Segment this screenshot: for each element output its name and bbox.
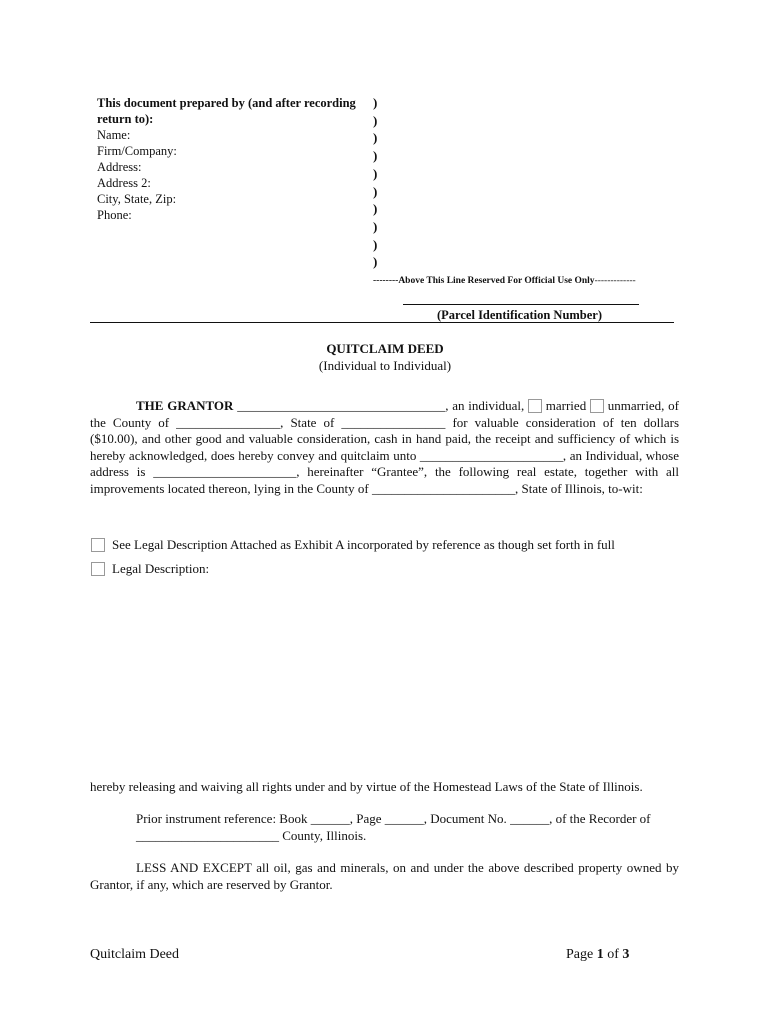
- legal-description-checkbox[interactable]: [91, 562, 105, 576]
- document-number-blank[interactable]: ______: [510, 811, 550, 826]
- grantor-name-blank[interactable]: ________________________________: [237, 398, 446, 413]
- paren: ): [373, 95, 378, 110]
- document-title: QUITCLAIM DEED: [326, 341, 444, 356]
- grantee-text: , hereinafter “Grantee”, the following real estate, together with all improvements located thereon, lying in the County of: [90, 464, 679, 496]
- less-and-except-paragraph: [90, 860, 679, 893]
- married-checkbox[interactable]: [528, 399, 542, 413]
- paren: ): [373, 148, 378, 164]
- footer-page-number: [566, 947, 629, 963]
- paren: ): [373, 112, 378, 128]
- of-word: of: [607, 947, 619, 962]
- prior-page-text: , Page: [349, 811, 382, 826]
- page-blank[interactable]: ______: [384, 811, 424, 826]
- header-divider: [90, 322, 674, 323]
- paren: ): [373, 183, 378, 199]
- official-use-text: Above This Line Reserved For Official Use Only: [398, 276, 595, 286]
- preparer-field-address: Address:: [97, 160, 142, 174]
- prior-document-text: , Document No.: [423, 811, 507, 826]
- county-blank[interactable]: ________________: [176, 414, 281, 430]
- prior-county-text: County, Illinois.: [282, 827, 367, 843]
- preparer-heading: This document prepared by (and after recording return to):: [97, 96, 356, 126]
- prior-recorder-text: , of the Recorder of: [549, 811, 651, 826]
- preparer-field-address2: Address 2:: [97, 176, 151, 190]
- paren: ): [373, 165, 378, 181]
- dashes-right: -------------: [594, 276, 636, 286]
- preparer-field-firm: Firm/Company:: [97, 144, 177, 158]
- homestead-clause: hereby releasing and waiving all rights under and by virtue of the Homestead Laws of the State of Illinois.: [90, 779, 643, 794]
- paren: ): [373, 236, 378, 252]
- grantor-lead: THE GRANTOR: [136, 398, 234, 413]
- book-blank[interactable]: ______: [310, 811, 350, 826]
- grantor-paragraph: [90, 398, 679, 497]
- dashes-left: --------: [373, 276, 399, 286]
- married-label: married: [545, 398, 587, 413]
- preparer-field-city-state-zip: City, State, Zip:: [97, 192, 177, 206]
- county-text: unmarried, of the County of: [90, 398, 679, 430]
- total-pages: 3: [622, 947, 630, 962]
- address-blank[interactable]: ______________________: [153, 464, 297, 479]
- document-subtitle: (Individual to Individual): [318, 358, 452, 373]
- state-blank[interactable]: ________________: [341, 414, 446, 430]
- prior-instrument-paragraph: [136, 811, 681, 844]
- property-county-blank[interactable]: ______________________: [371, 480, 515, 496]
- parcel-number-label: (Parcel Identification Number): [437, 308, 603, 322]
- current-page: 1: [596, 947, 604, 962]
- less-and-except-text: LESS AND EXCEPT all oil, gas and minerals, on and under the above described property owned by Grantor, if any, which are reserved by Grantor.: [90, 860, 679, 892]
- option-legal-description: [91, 561, 209, 577]
- preparer-field-phone: Phone:: [97, 208, 132, 222]
- paren: ): [373, 218, 378, 234]
- paren: ): [373, 254, 378, 270]
- address-text: , an Individual, whose address is: [90, 447, 680, 479]
- footer-title: Quitclaim Deed: [90, 947, 180, 962]
- grantee-blank[interactable]: ______________________: [419, 447, 563, 463]
- option-exhibit: [91, 537, 615, 553]
- preparer-block: [97, 95, 372, 223]
- to-wit-text: , State of Illinois, to-wit:: [514, 480, 643, 496]
- recorder-county-blank[interactable]: ______________________: [136, 827, 279, 843]
- exhibit-checkbox[interactable]: [91, 538, 105, 552]
- legal-description-label: Legal Description:: [112, 561, 210, 576]
- consideration-text: for valuable consideration of ten dollars ($10.00), and other good and valuable consideration, cash in hand paid, the receipt and sufficiency of which is hereby acknowledged, does hereby convey and quitclaim unto: [90, 414, 680, 463]
- official-use-notice: [373, 276, 636, 286]
- paren-column: [373, 94, 377, 271]
- page-word: Page: [566, 947, 594, 962]
- preparer-field-name: Name:: [97, 128, 131, 142]
- state-text: , State of: [280, 414, 335, 430]
- exhibit-label: See Legal Description Attached as Exhibit A incorporated by reference as though set forth in full: [112, 537, 615, 552]
- unmarried-checkbox[interactable]: [590, 399, 604, 413]
- grantor-individual-text: , an individual,: [445, 398, 525, 413]
- prior-book-text: Prior instrument reference: Book: [136, 811, 308, 826]
- parcel-number-line: [403, 304, 639, 305]
- paren: ): [373, 201, 378, 217]
- paren: ): [373, 130, 378, 146]
